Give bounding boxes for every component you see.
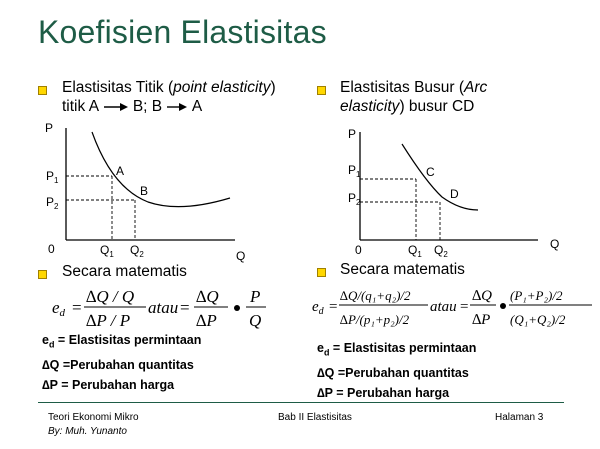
formula-num-2: ∆Q	[196, 287, 219, 306]
demand-curve	[402, 144, 478, 210]
formula-den-2: ∆P	[196, 311, 217, 330]
formula-num-2: ∆Q	[472, 288, 493, 304]
formula-e: e	[52, 298, 60, 317]
slide-title: Koefisien Elastisitas	[38, 14, 327, 50]
p1-label	[348, 163, 361, 179]
footer-course: Teori Ekonomi Mikro	[48, 412, 139, 423]
definition-row	[42, 355, 201, 375]
point-c-label: C	[426, 165, 435, 179]
formula-e-sub: d	[59, 307, 66, 319]
formula-den-2: ∆P	[472, 312, 491, 328]
def-sub: d	[323, 347, 330, 358]
q1-letter: Q	[408, 243, 418, 257]
left-bullet-italic: point elasticity	[173, 79, 271, 96]
footer-author-text: By: Muh. Yunanto	[48, 426, 127, 437]
formula-atau: atau	[430, 299, 457, 315]
formula-num: ∆Q/(q₁+q₂)/2	[340, 288, 411, 303]
def-symbol: e	[317, 341, 324, 355]
left-bullet-part3: B; B	[132, 98, 163, 115]
q1-label	[100, 243, 114, 259]
p2-sub: 2	[54, 202, 59, 211]
def-symbol: e	[42, 333, 49, 347]
point-d-label: D	[450, 187, 459, 201]
formula-den: ∆P/(p₁+p₂)/2	[340, 312, 410, 327]
y-axis-label: P	[348, 127, 357, 141]
left-section-heading: Secara matematis	[62, 263, 187, 280]
def-symbol: ∆Q	[317, 365, 335, 380]
formula-atau: atau	[148, 298, 179, 317]
right-bullet-part2: ) busur CD	[399, 98, 475, 115]
arc-elasticity-graph	[330, 122, 570, 270]
point-elasticity-graph	[40, 118, 270, 268]
footer-page: Halaman 3	[495, 412, 544, 423]
point-elasticity-formula	[50, 282, 280, 334]
formula-num-3: (P₁+P₂)/2	[510, 288, 563, 303]
multiply-dot	[500, 303, 506, 309]
formula-num: ∆Q / Q	[86, 287, 135, 306]
right-definitions	[317, 338, 476, 403]
q2-label	[130, 243, 144, 259]
footer-chapter: Bab II Elastisitas	[278, 412, 352, 423]
bullet-icon	[317, 86, 326, 95]
right-bullet-part1: Elastisitas Busur (	[340, 79, 465, 96]
formula-lhs: $e_d$	[312, 299, 324, 317]
definition-row	[42, 330, 201, 355]
p1-sub: 1	[54, 176, 59, 185]
bullet-icon	[38, 270, 47, 279]
arrow-right-icon	[166, 102, 188, 112]
formula-lhs	[52, 298, 66, 319]
point-b-label: B	[140, 184, 149, 198]
q2-letter: Q	[434, 243, 444, 257]
p2-sub: 2	[356, 198, 361, 207]
p1-letter: P	[348, 163, 357, 177]
def-text: = Perubahan harga	[332, 385, 450, 400]
formula-den-3: Q	[249, 311, 262, 330]
arc-elasticity-formula	[312, 280, 594, 334]
left-bullet-part1: Elastisitas Titik (	[62, 79, 174, 96]
def-sub: d	[48, 339, 55, 350]
def-symbol: ∆P	[317, 385, 333, 400]
right-bullet-italic: Arc elasticity	[340, 79, 488, 115]
formula-num-3: P	[250, 287, 261, 306]
p1-letter: P	[46, 169, 55, 183]
p2-letter: P	[348, 191, 357, 205]
def-text: = Elastisitas permintaan	[329, 341, 477, 355]
left-definitions	[42, 330, 201, 395]
point-a-label: A	[116, 164, 125, 178]
p2-label	[348, 191, 361, 207]
bullet-icon	[38, 86, 47, 95]
bullet-icon	[317, 268, 326, 277]
def-text: = Elastisitas permintaan	[54, 333, 202, 347]
formula-equals-2: =	[180, 298, 190, 317]
left-bullet-part4: A	[191, 98, 203, 115]
x-axis-label: Q	[236, 249, 246, 263]
multiply-dot	[234, 305, 240, 311]
origin-label: 0	[355, 243, 362, 257]
footer-author	[48, 426, 127, 437]
p1-label	[46, 169, 59, 185]
right-bullet-text	[340, 78, 540, 116]
formula-equals-2: =	[460, 299, 469, 315]
right-section-heading: Secara matematis	[340, 261, 465, 278]
q2-sub: 2	[443, 250, 448, 259]
left-bullet-text	[62, 78, 302, 116]
definition-row	[317, 383, 476, 403]
def-text: =Perubahan quantitas	[334, 365, 469, 380]
definition-row	[317, 363, 476, 383]
q1-letter: Q	[100, 243, 110, 257]
x-axis-label: Q	[550, 237, 560, 251]
q1-sub: 1	[109, 250, 114, 259]
footer-rule	[38, 402, 564, 403]
p2-letter: P	[46, 195, 55, 209]
q2-letter: Q	[130, 243, 140, 257]
definition-row	[42, 375, 201, 395]
q2-label	[434, 243, 448, 259]
def-symbol: ∆Q	[42, 357, 60, 372]
formula-den: ∆P / P	[86, 311, 131, 330]
def-text: =Perubahan quantitas	[59, 357, 194, 372]
p1-sub: 1	[356, 170, 361, 179]
definition-row	[317, 338, 476, 363]
q1-label	[408, 243, 422, 259]
formula-equals: =	[329, 299, 338, 315]
demand-curve	[92, 132, 230, 207]
formula-den-3: (Q₁+Q₂)/2	[510, 312, 566, 327]
left-bullet-part2: ) titik A	[62, 79, 276, 115]
p2-label	[46, 195, 59, 211]
def-symbol: ∆P	[42, 377, 58, 392]
q1-sub: 1	[417, 250, 422, 259]
origin-label: 0	[48, 242, 55, 256]
y-axis-label: P	[45, 121, 54, 135]
arrow-right-icon	[103, 102, 129, 112]
q2-sub: 2	[139, 250, 144, 259]
def-text: = Perubahan harga	[57, 377, 175, 392]
formula-equals: =	[72, 298, 82, 317]
